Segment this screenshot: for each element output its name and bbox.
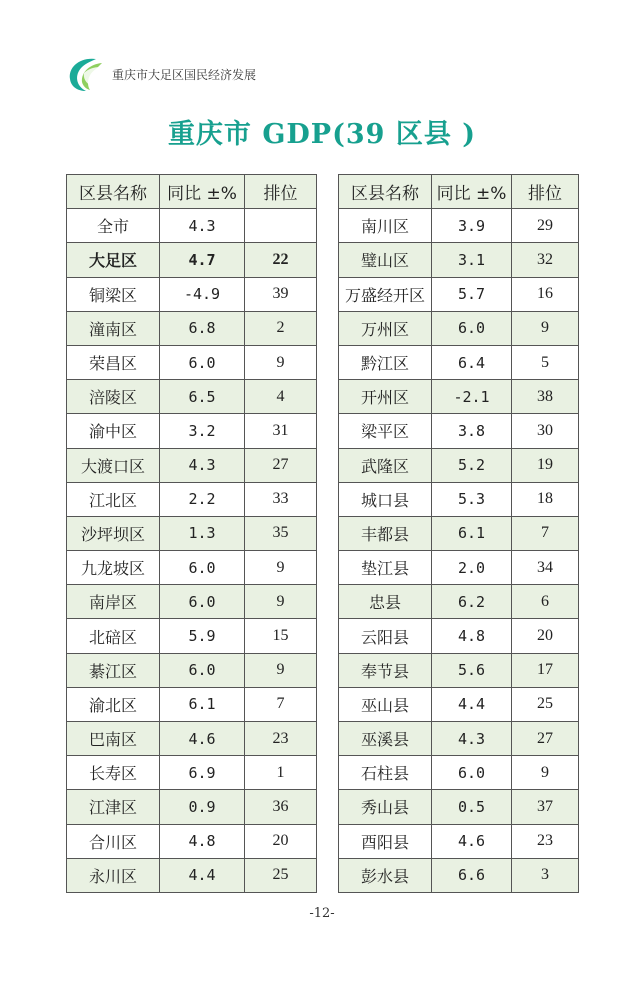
table-row [339,722,579,756]
cell-yoy-change: 3.8 [432,414,512,448]
table-row [67,345,317,379]
table-header-row [339,175,579,209]
cell-rank: 30 [512,414,579,448]
cell-district-name: 石柱县 [339,756,432,790]
cell-rank: 9 [245,345,317,379]
cell-district-name: 北碚区 [67,619,160,653]
table-body-right [339,209,579,893]
cell-rank: 25 [512,687,579,721]
gdp-table-right [338,174,579,893]
cell-yoy-change: 4.4 [432,687,512,721]
cell-yoy-change: -2.1 [432,380,512,414]
cell-district-name: 彭水县 [339,858,432,892]
cell-district-name: 綦江区 [67,653,160,687]
table-row [339,824,579,858]
table-row [67,311,317,345]
cell-yoy-change: 0.5 [432,790,512,824]
cell-district-name: 全市 [67,209,160,243]
cell-yoy-change: 4.3 [432,722,512,756]
cell-district-name: 云阳县 [339,619,432,653]
cell-district-name: 黔江区 [339,345,432,379]
table-row [67,380,317,414]
cell-yoy-change: 6.5 [160,380,245,414]
table-row [67,482,317,516]
cell-district-name: 大渡口区 [67,448,160,482]
cell-rank: 17 [512,653,579,687]
table-row [339,414,579,448]
cell-yoy-change: 5.2 [432,448,512,482]
cell-rank: 20 [245,824,317,858]
table-row [339,380,579,414]
cell-district-name: 秀山县 [339,790,432,824]
table-body-left [67,209,317,893]
cell-district-name: 巫溪县 [339,722,432,756]
table-row [339,551,579,585]
cell-rank: 36 [245,790,317,824]
cell-district-name: 沙坪坝区 [67,516,160,550]
cell-yoy-change: 4.6 [160,722,245,756]
table-row [339,687,579,721]
page-title: 重庆市 GDP(39 区县 ) [167,119,477,150]
cell-yoy-change: 6.4 [432,345,512,379]
cell-district-name: 万州区 [339,311,432,345]
cell-district-name: 武隆区 [339,448,432,482]
table-row [67,551,317,585]
cell-rank: 35 [245,516,317,550]
cell-yoy-change: 4.7 [160,243,245,277]
table-row [67,687,317,721]
table-row [339,243,579,277]
cell-district-name: 丰都县 [339,516,432,550]
column-header-name: 区县名称 [67,175,160,209]
cell-district-name: 巴南区 [67,722,160,756]
cell-district-name: 奉节县 [339,653,432,687]
table-row [67,756,317,790]
cell-yoy-change: 6.9 [160,756,245,790]
cell-yoy-change: 2.0 [432,551,512,585]
cell-rank: 18 [512,482,579,516]
table-row [339,345,579,379]
cell-district-name: 渝中区 [67,414,160,448]
cell-yoy-change: 5.7 [432,277,512,311]
table-row [67,858,317,892]
cell-district-name: 开州区 [339,380,432,414]
cell-rank: 4 [245,380,317,414]
table-row [67,277,317,311]
cell-district-name: 江北区 [67,482,160,516]
cell-yoy-change: 4.8 [160,824,245,858]
cell-yoy-change: 6.0 [432,756,512,790]
cell-rank: 33 [245,482,317,516]
cell-rank: 25 [245,858,317,892]
table-row [339,209,579,243]
table-row [67,619,317,653]
cell-yoy-change: -4.9 [160,277,245,311]
cell-yoy-change: 0.9 [160,790,245,824]
cell-yoy-change: 4.3 [160,209,245,243]
table-header-row [67,175,317,209]
table-row [67,722,317,756]
cell-district-name: 长寿区 [67,756,160,790]
table-row [339,277,579,311]
cell-rank: 7 [512,516,579,550]
cell-district-name: 南岸区 [67,585,160,619]
cell-yoy-change: 6.0 [160,551,245,585]
org-logo-icon [66,55,106,93]
cell-yoy-change: 6.0 [160,653,245,687]
cell-rank: 7 [245,687,317,721]
table-row [67,585,317,619]
cell-yoy-change: 6.8 [160,311,245,345]
table-row [339,448,579,482]
table-row [67,243,317,277]
cell-yoy-change: 3.9 [432,209,512,243]
cell-district-name: 铜梁区 [67,277,160,311]
cell-district-name: 九龙坡区 [67,551,160,585]
cell-rank: 15 [245,619,317,653]
cell-yoy-change: 3.1 [432,243,512,277]
cell-yoy-change: 6.0 [160,585,245,619]
cell-rank: 27 [512,722,579,756]
table-row [67,209,317,243]
cell-yoy-change: 6.6 [432,858,512,892]
cell-rank: 5 [512,345,579,379]
cell-rank: 27 [245,448,317,482]
cell-district-name: 合川区 [67,824,160,858]
page-header [66,54,256,94]
table-row [67,448,317,482]
table-row [339,585,579,619]
table-row [339,516,579,550]
cell-rank: 23 [512,824,579,858]
cell-rank: 29 [512,209,579,243]
cell-yoy-change: 6.2 [432,585,512,619]
cell-rank: 9 [512,756,579,790]
cell-rank: 39 [245,277,317,311]
column-header-name: 区县名称 [339,175,432,209]
cell-district-name: 永川区 [67,858,160,892]
table-row [67,414,317,448]
cell-yoy-change: 6.0 [432,311,512,345]
cell-rank: 1 [245,756,317,790]
cell-district-name: 荣昌区 [67,345,160,379]
cell-rank: 6 [512,585,579,619]
table-row [339,790,579,824]
cell-rank: 9 [245,551,317,585]
column-header-yoy: 同比 ±% [160,175,245,209]
cell-district-name: 忠县 [339,585,432,619]
cell-rank: 9 [245,653,317,687]
table-row [67,824,317,858]
cell-rank: 31 [245,414,317,448]
cell-rank: 23 [245,722,317,756]
cell-district-name: 梁平区 [339,414,432,448]
cell-district-name: 涪陵区 [67,380,160,414]
cell-yoy-change: 4.3 [160,448,245,482]
cell-district-name: 江津区 [67,790,160,824]
cell-yoy-change: 5.3 [432,482,512,516]
cell-yoy-change: 2.2 [160,482,245,516]
cell-district-name: 南川区 [339,209,432,243]
gdp-table-left [66,174,317,893]
cell-rank: 34 [512,551,579,585]
cell-rank: 37 [512,790,579,824]
column-header-yoy: 同比 ±% [432,175,512,209]
table-row [67,653,317,687]
cell-rank [245,209,317,243]
cell-district-name: 万盛经开区 [339,277,432,311]
table-row [339,858,579,892]
cell-rank: 3 [512,858,579,892]
cell-yoy-change: 5.6 [432,653,512,687]
table-row [339,653,579,687]
cell-district-name: 酉阳县 [339,824,432,858]
cell-district-name: 巫山县 [339,687,432,721]
cell-yoy-change: 4.6 [432,824,512,858]
table-row [339,311,579,345]
column-header-rank: 排位 [245,175,317,209]
page-number: -12- [309,906,335,921]
cell-district-name: 大足区 [67,243,160,277]
cell-rank: 22 [245,243,317,277]
cell-rank: 9 [245,585,317,619]
cell-yoy-change: 6.1 [432,516,512,550]
cell-rank: 19 [512,448,579,482]
cell-rank: 32 [512,243,579,277]
table-row [339,756,579,790]
cell-rank: 38 [512,380,579,414]
table-row [67,790,317,824]
cell-yoy-change: 5.9 [160,619,245,653]
org-name: 重庆市大足区国民经济发展 [112,67,257,82]
cell-yoy-change: 4.8 [432,619,512,653]
table-row [67,516,317,550]
cell-yoy-change: 1.3 [160,516,245,550]
cell-district-name: 城口县 [339,482,432,516]
cell-district-name: 渝北区 [67,687,160,721]
cell-district-name: 璧山区 [339,243,432,277]
table-row [339,619,579,653]
cell-rank: 9 [512,311,579,345]
cell-rank: 20 [512,619,579,653]
column-header-rank: 排位 [512,175,579,209]
cell-district-name: 垫江县 [339,551,432,585]
cell-yoy-change: 6.1 [160,687,245,721]
cell-yoy-change: 4.4 [160,858,245,892]
cell-rank: 2 [245,311,317,345]
cell-district-name: 潼南区 [67,311,160,345]
table-row [339,482,579,516]
cell-yoy-change: 3.2 [160,414,245,448]
cell-yoy-change: 6.0 [160,345,245,379]
cell-rank: 16 [512,277,579,311]
